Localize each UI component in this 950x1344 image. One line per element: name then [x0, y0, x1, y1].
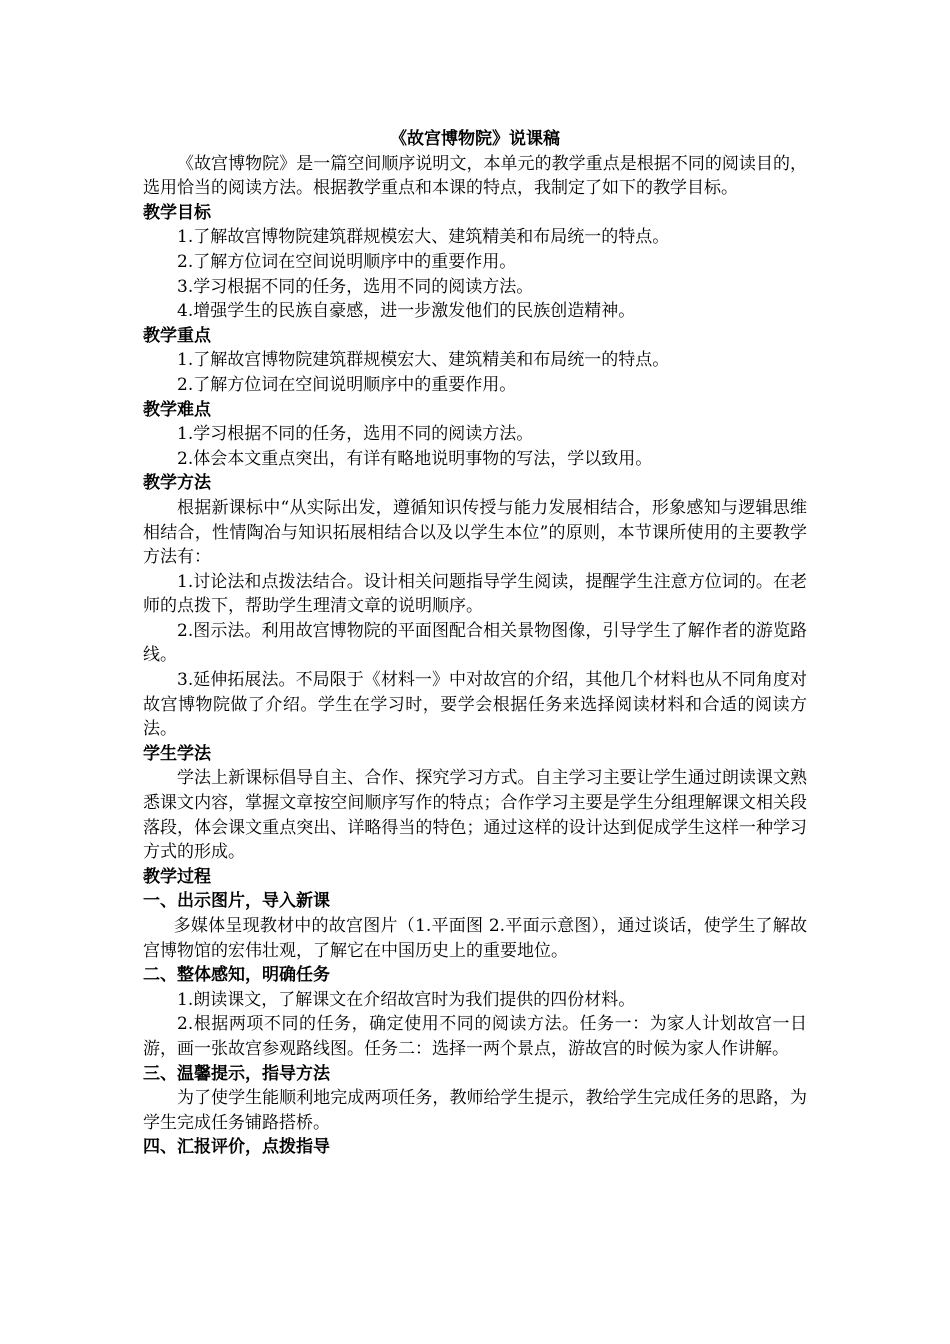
- process-step-heading: 一、出示图片，导入新课: [143, 891, 330, 912]
- process-step-paragraph: 多媒体呈现教材中的故宫图片（1.平面图 2.平面示意图），通过谈话，使学生了解故宫博物馆的宏伟壮观，了解它在中国历史上的重要地位。: [143, 916, 807, 961]
- methods-intro: 根据新课标中“从实际出发，遵循知识传授与能力发展相结合，形象感知与逻辑思维相结合，性情陶冶与知识拓展相结合以及以学生本位”的原则，本节课所使用的主要教学方法有：: [143, 497, 807, 568]
- goal-item: 3.学习根据不同的任务，选用不同的阅读方法。: [177, 276, 534, 297]
- section-heading-goals: 教学目标: [143, 202, 211, 223]
- goal-item: 4.增强学生的民族自豪感，进一步激发他们的民族创造精神。: [177, 301, 636, 322]
- section-heading-process: 教学过程: [143, 866, 211, 887]
- key-point-item: 1.了解故宫博物院建筑群规模宏大、建筑精美和布局统一的特点。: [177, 350, 670, 371]
- process-step-item: 1.朗读课文，了解课文在介绍故宫时为我们提供的四份材料。: [177, 989, 636, 1010]
- difficulty-item: 2.体会本文重点突出，有详有略地说明事物的写法，学以致用。: [177, 448, 653, 469]
- process-step-heading: 四、汇报评价，点拨指导: [143, 1137, 330, 1158]
- document-title: 《故宫博物院》说课稿: [390, 129, 560, 149]
- process-step-heading: 三、温馨提示，指导方法: [143, 1063, 330, 1084]
- section-heading-difficulties: 教学难点: [143, 399, 211, 420]
- intro-paragraph: 《故宫博物院》是一篇空间顺序说明文，本单元的教学重点是根据不同的阅读目的，选用恰当的阅读方法。根据教学重点和本课的特点，我制定了如下的教学目标。: [143, 153, 807, 199]
- key-point-item: 2.了解方位词在空间说明顺序中的重要作用。: [177, 374, 517, 395]
- method-item: 3.延伸拓展法。不局限于《材料一》中对故宫的介绍，其他几个材料也从不同角度对故宫博物院做了介绍。学生在学习时，要学会根据任务来选择阅读材料和合适的阅读方法。: [143, 670, 807, 740]
- learning-paragraph: 学法上新课标倡导自主、合作、探究学习方式。自主学习主要让学生通过朗读课文熟悉课文内容，掌握文章按空间顺序写作的特点；合作学习主要是学生分组理解课文相关段落段，体会课文重点突出、详略得当的特色；通过这样的设计达到促成学生这样一种学习方式的形成。: [143, 768, 807, 863]
- section-heading-methods: 教学方法: [143, 473, 211, 494]
- section-heading-learning: 学生学法: [143, 743, 211, 764]
- goal-item: 2.了解方位词在空间说明顺序中的重要作用。: [177, 251, 517, 272]
- process-step-item: 2.根据两项不同的任务，确定使用不同的阅读方法。任务一：为家人计划故宫一日游，画一张故宫参观路线图。任务二：选择一两个景点，游故宫的时候为家人作讲解。: [143, 1014, 807, 1059]
- section-heading-key-points: 教学重点: [143, 325, 211, 346]
- method-item: 2.图示法。利用故宫博物院的平面图配合相关景物图像，引导学生了解作者的游览路线。: [143, 620, 807, 666]
- document-body: [143, 127, 807, 1160]
- process-step-heading: 二、整体感知，明确任务: [143, 965, 330, 986]
- difficulty-item: 1.学习根据不同的任务，选用不同的阅读方法。: [177, 424, 534, 445]
- method-item: 1.讨论法和点拨法结合。设计相关问题指导学生阅读，提醒学生注意方位词的。在老师的点拨下，帮助学生理清文章的说明顺序。: [143, 571, 807, 617]
- process-step-paragraph: 为了使学生能顺利地完成两项任务，教师给学生提示，教给学生完成任务的思路，为学生完成任务铺路搭桥。: [143, 1088, 807, 1133]
- goal-item: 1.了解故宫博物院建筑群规模宏大、建筑精美和布局统一的特点。: [177, 227, 670, 248]
